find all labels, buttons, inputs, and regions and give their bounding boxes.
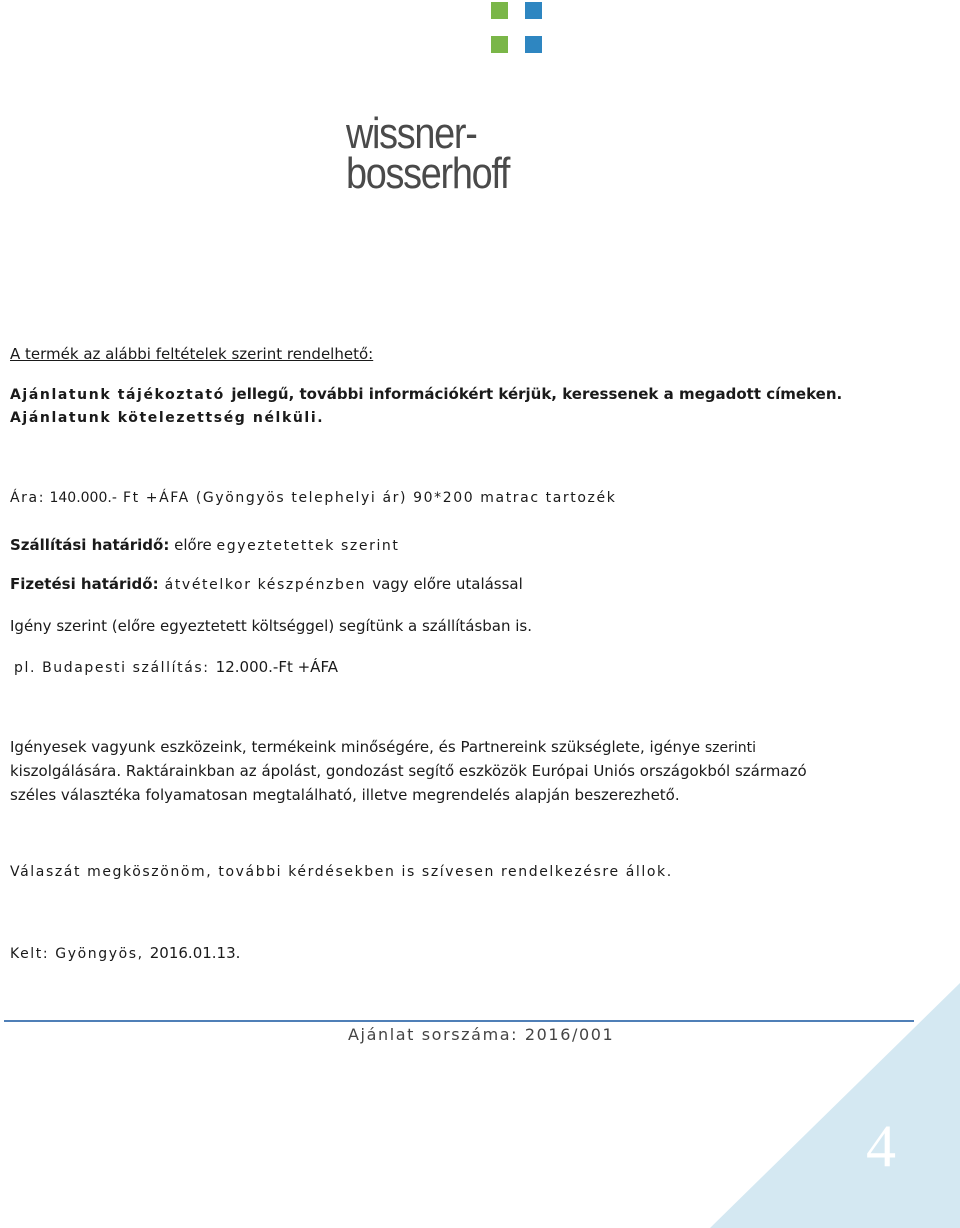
thanks-line: Válaszát megköszönöm, további kérdésekben is szívesen rendelkezésre állok. — [10, 864, 673, 880]
payment-value-b: vagy előre utalással — [372, 575, 523, 593]
delivery-label: Szállítási határidő: — [10, 536, 170, 554]
payment-line — [10, 575, 523, 593]
offer-number: Ajánlat sorszáma: 2016/001 — [348, 1025, 615, 1044]
example-value: 12.000.-Ft +ÁFA — [215, 658, 338, 676]
example-line — [14, 658, 338, 676]
delivery-value-b: egyeztetettek szerint — [216, 538, 400, 554]
price-value: 140.000.- — [45, 490, 117, 506]
info-line-2: Ajánlatunk kötelezettség nélküli. — [10, 410, 325, 426]
about-line-2: kiszolgálására. Raktárainkban az ápolást, gondozást segítő eszközök Európai Uniós országokból származó — [10, 762, 807, 780]
delivery-line — [10, 536, 400, 554]
delivery-value-a: előre — [169, 536, 217, 554]
shipping-note: Igény szerint (előre egyeztetett költséggel) segítünk a szállításban is. — [10, 617, 533, 635]
dated-line — [10, 944, 240, 962]
price-label: Ára: — [10, 490, 46, 506]
page-number: 4 — [866, 1113, 896, 1179]
price-line — [10, 490, 616, 506]
about-line-3: széles választéka folyamatosan megtalálható, illetve megrendelés alapján beszerezhető. — [10, 786, 680, 804]
page-corner-decoration — [710, 983, 960, 1228]
info-line-1-a: Ajánlatunk tájékoztató — [10, 387, 232, 403]
logo-square-green-top — [491, 2, 508, 19]
logo-square-blue-bottom — [525, 36, 542, 53]
payment-label: Fizetési határidő: — [10, 575, 159, 593]
logo-line-2: bosserhoff — [346, 149, 510, 198]
dated-value: 2016.01.13. — [149, 944, 241, 962]
info-line-1 — [10, 385, 842, 403]
logo-line-1: wissner- — [346, 109, 477, 158]
logo-square-green-bottom — [491, 36, 508, 53]
about-line-1-a: Igényesek vagyunk eszközeink, termékeink minőségére, és Partnereink szükséglete, igénye — [10, 738, 705, 756]
payment-value-a: átvételkor készpénzben — [158, 577, 373, 593]
price-detail: Ft +ÁFA (Gyöngyös telephelyi ár) 90*200 matrac tartozék — [116, 490, 617, 506]
about-line-1-b: szerinti — [704, 740, 756, 756]
conditions-heading: A termék az alábbi feltételek szerint rendelhető: — [10, 345, 374, 363]
company-logo-text — [346, 109, 510, 198]
logo-mark — [491, 2, 543, 52]
dated-label: Kelt: Gyöngyös, — [10, 946, 150, 962]
logo-square-blue-top — [525, 2, 542, 19]
example-text: pl. Budapesti szállítás: — [14, 660, 216, 676]
info-line-1-b: jellegű, további információkért kérjük, keressenek a megadott címeken. — [231, 385, 843, 403]
about-line-1 — [10, 738, 756, 756]
